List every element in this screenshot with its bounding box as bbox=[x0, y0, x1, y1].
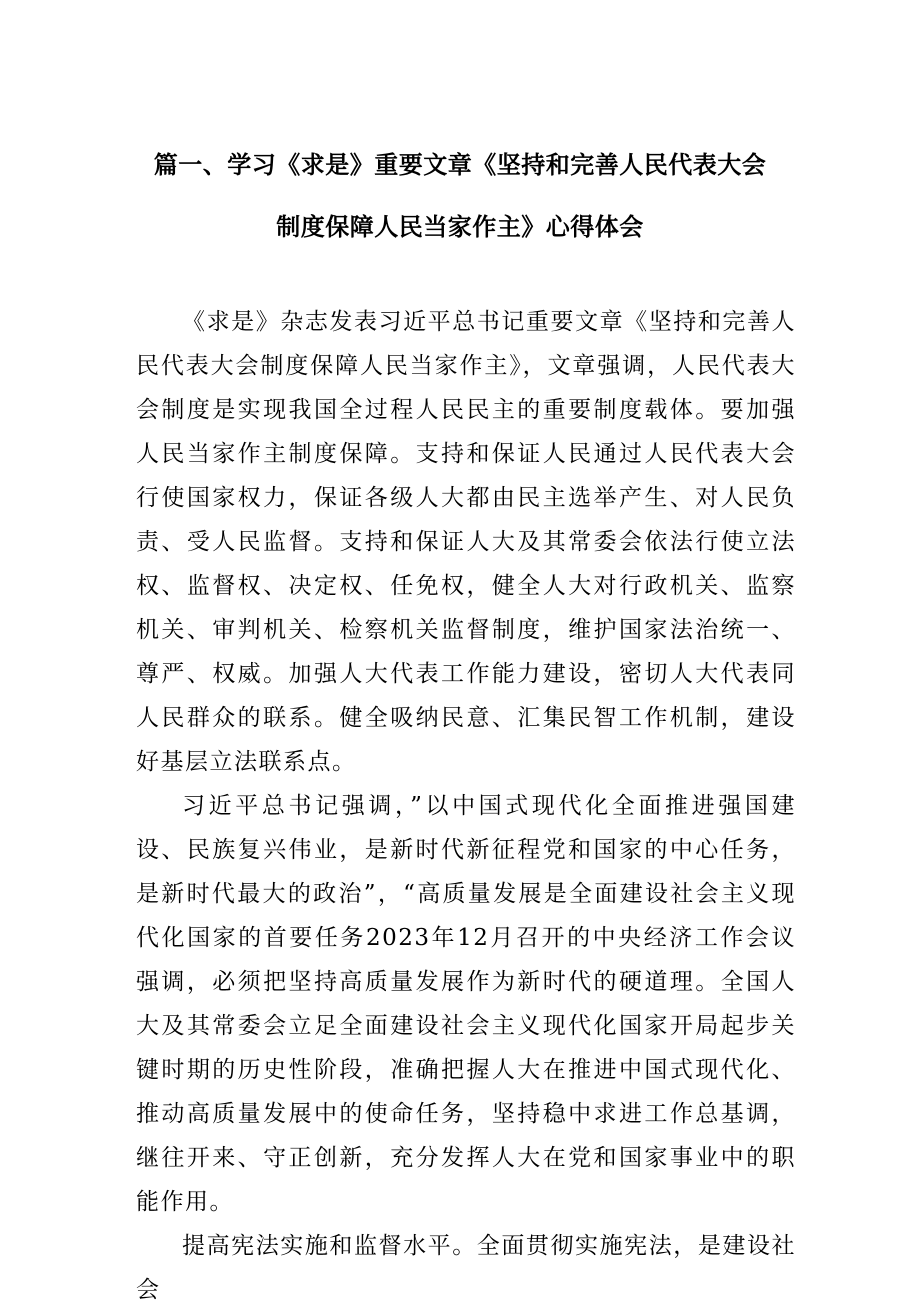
document-title-line-2: 制度保障人民当家作主》心得体会 bbox=[276, 213, 644, 241]
body-paragraph-1: 《求是》杂志发表习近平总书记重要文章《坚持和完善人民代表大会制度保障人民当家作主》，文章强调，人民代表大会制度是实现我国全过程人民民主的重要制度载体。要加强人民当家作主制度保障。支持和保证人民通过人民代表大会行使国家权力，保证各级人大都由民主选举产生、对人民负责、受人民监督。支持和保证人大及其常委会依法行使立法权、监督权、决定权、任免权，健全人大对行政机关、监察机关、审判机关、检察机关监督制度，维护国家法治统一、尊严、权威。加强人大代表工作能力建设，密切人大代表同人民群众的联系。健全吸纳民意、汇集民智工作机制，建设好基层立法联系点。 bbox=[136, 309, 796, 775]
body-paragraph-3: 提高宪法实施和监督水平。全面贯彻实施宪法，是建设社会 bbox=[136, 1233, 796, 1303]
body-paragraph-2: 习近平总书记强调，”以中国式现代化全面推进强国建设、民族复兴伟业，是新时代新征程党和国家的中心任务，是新时代最大的政治”，“高质量发展是全面建设社会主义现代化国家的首要任务2023年12月召开的中央经济工作会议强调，必须把坚持高质量发展作为新时代的硬道理。全国人大及其常委会立足全面建设社会主义现代化国家开局起步关键时期的历史性阶段，准确把握人大在推进中国式现代化、推动高质量发展中的使命任务，坚持稳中求进工作总基调，继往开来、守正创新，充分发挥人大在党和国家事业中的职能作用。 bbox=[136, 793, 796, 1215]
document-title-line-1: 篇一、学习《求是》重要文章《坚持和完善人民代表大会 bbox=[153, 151, 767, 179]
document-body bbox=[136, 300, 796, 1312]
